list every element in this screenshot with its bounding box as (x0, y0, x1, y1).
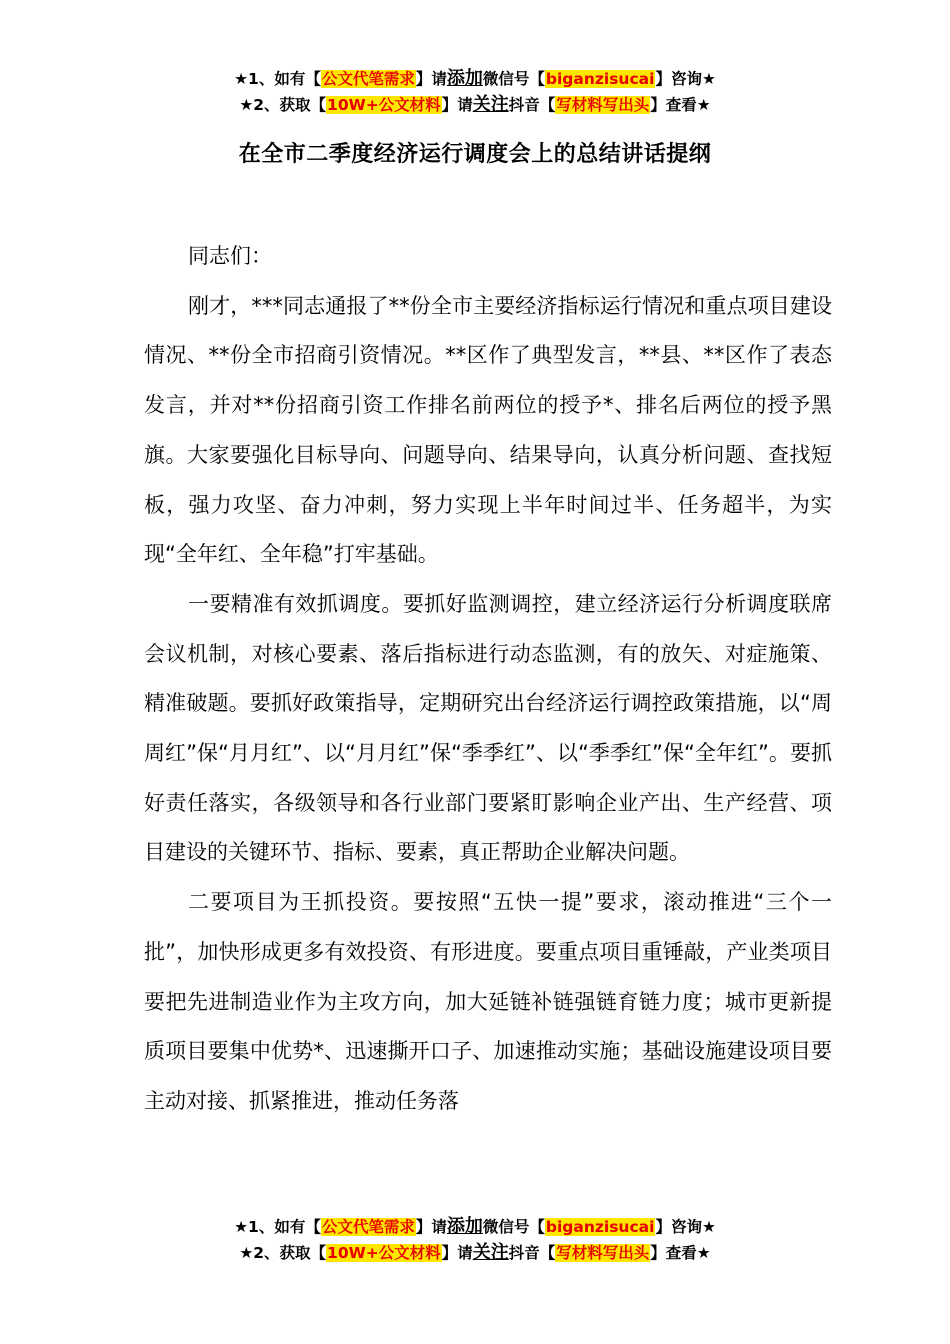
promo-text: 抖音【 (508, 96, 556, 114)
document-body (144, 232, 832, 1127)
promo-text: 】咨询★ (655, 1218, 716, 1236)
promo-highlight: 公文代笔需求 (321, 70, 415, 88)
promo-text: 抖音【 (508, 1244, 556, 1262)
promo-line-1 (0, 1214, 950, 1240)
promo-text: 】请 (415, 70, 447, 88)
paragraph-point-1: 一要精准有效抓调度。要抓好监测调控，建立经济运行分析调度联席会议机制，对核心要素、落后指标进行动态监测，有的放矢、对症施策、精准破题。要抓好政策指导，定期研究出台经济运行调控政策措施，以“周周红”保“月月红”、以“月月红”保“季季红”、以“季季红”保“全年红”。要抓好责任落实，各级领导和各行业部门要紧盯影响企业产出、生产经营、项目建设的关键环节、指标、要素，真正帮助企业解决问题。 (144, 591, 832, 865)
promo-highlight: 10W+公文材料 (327, 96, 441, 114)
promo-text: ★2、获取【 (239, 96, 327, 114)
promo-text: 】咨询★ (655, 70, 716, 88)
promo-text: 】请 (441, 96, 473, 114)
promo-text: 】请 (415, 1218, 447, 1236)
promo-banner-top (0, 66, 950, 118)
promo-banner-bottom (0, 1214, 950, 1266)
promo-highlight: 写材料写出头 (556, 96, 650, 114)
promo-highlight: 写材料写出头 (556, 1244, 650, 1262)
promo-text: ★2、获取【 (239, 1244, 327, 1262)
promo-line-2 (0, 92, 950, 118)
promo-text: 微信号【 (482, 1218, 545, 1236)
promo-text: 】查看★ (650, 1244, 711, 1262)
document-title: 在全市二季度经济运行调度会上的总结讲话提纲 (238, 142, 712, 167)
promo-text: ★1、如有【 (234, 1218, 321, 1236)
promo-highlight: biganzisucai (545, 1218, 655, 1236)
salutation: 同志们： (188, 244, 272, 268)
paragraph-intro: 刚才，***同志通报了**份全市主要经济指标运行情况和重点项目建设情况、**份全市招商引资情况。**区作了典型发言，**县、**区作了表态发言，并对**份招商引资工作排名前两位的授予*、排名后两位的授予黑旗。大家要强化目标导向、问题导向、结果导向，认真分析问题、查找短板，强力攻坚、奋力冲刺，努力实现上半年时间过半、任务超半，为实现“全年红、全年稳”打牢基础。 (144, 293, 832, 567)
promo-line-2 (0, 1240, 950, 1266)
promo-text: 】请 (441, 1244, 473, 1262)
promo-line-1 (0, 66, 950, 92)
paragraph-point-2: 二要项目为王抓投资。要按照“五快一提”要求，滚动推进“三个一批”，加快形成更多有效投资、有形进度。要重点项目重锤敲，产业类项目要把先进制造业作为主攻方向，加大延链补链强链育链力度；城市更新提质项目要集中优势*、迅速撕开口子、加速推动实施；基础设施建设项目要主动对接、抓紧推进，推动任务落 (144, 890, 832, 1113)
promo-text: ★1、如有【 (234, 70, 321, 88)
promo-underlined: 关注 (472, 1242, 509, 1263)
promo-text: 微信号【 (482, 70, 545, 88)
promo-text: 】查看★ (650, 96, 711, 114)
promo-highlight: 10W+公文材料 (327, 1244, 441, 1262)
promo-underlined: 添加 (446, 68, 483, 89)
promo-underlined: 添加 (446, 1216, 483, 1237)
promo-underlined: 关注 (472, 94, 509, 115)
promo-highlight: biganzisucai (545, 70, 655, 88)
promo-highlight: 公文代笔需求 (321, 1218, 415, 1236)
